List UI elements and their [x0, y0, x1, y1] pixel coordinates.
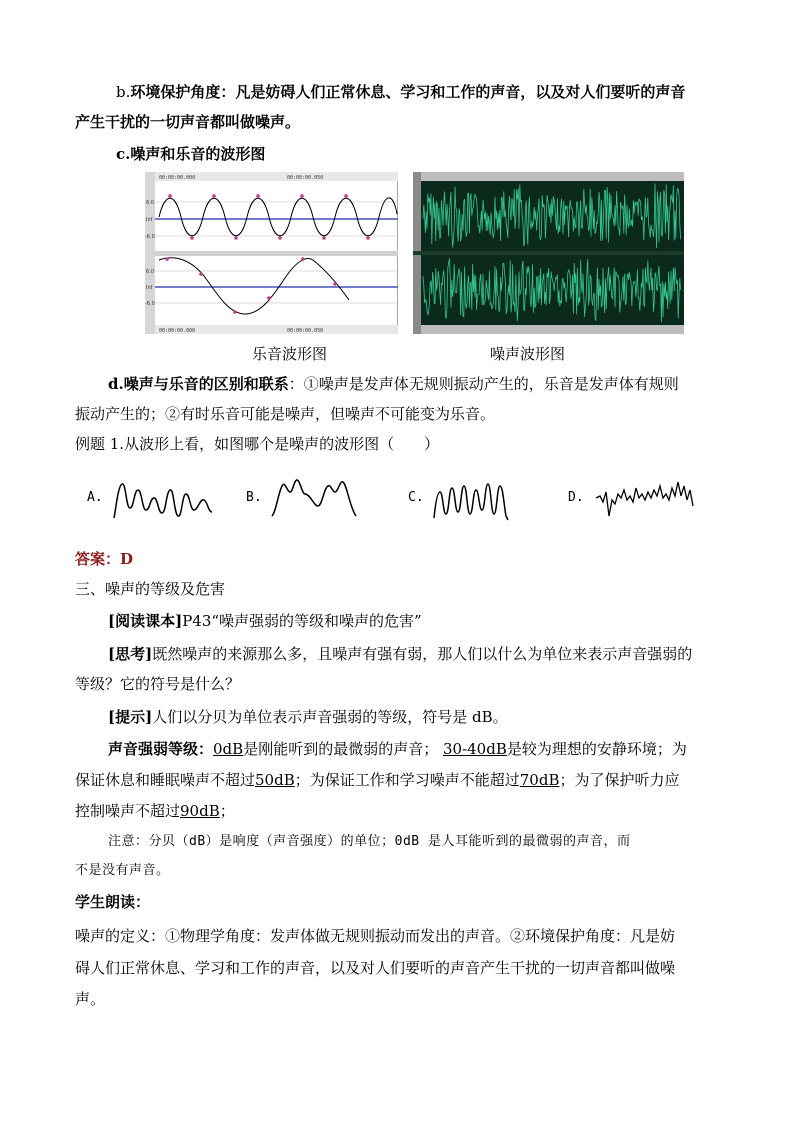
think-tag: [思考] [108, 645, 153, 663]
level-text-4: ；为保证工作和学习噪声不能超过 [294, 771, 520, 789]
section-b-title: 环境保护角度 [130, 83, 221, 101]
music-ytick-bottom-2: Inf [146, 285, 153, 291]
noise-caption: 噪声波形图 [490, 345, 566, 363]
level-line1 [108, 735, 758, 763]
option-c-label: C. [408, 490, 424, 505]
section-d-line2: 振动产生的；②有时乐音可能是噪声，但噪声不可能变为乐音。 [75, 405, 496, 423]
noise-waveform-svg [413, 172, 684, 334]
level-text-6: 控制噪声不超过 [75, 802, 181, 820]
level-value-0db: 0dB [213, 740, 244, 758]
level-line2 [75, 766, 725, 794]
music-ytick-bottom-1: 6.0 [146, 269, 154, 275]
option-d-waveform [594, 476, 704, 521]
read-line [108, 607, 758, 635]
note-line2: 不是没有声音。 [75, 863, 170, 878]
section-d-line1 [108, 370, 758, 398]
read-tag: [阅读课本] [108, 612, 183, 630]
level-text-7: ； [219, 802, 235, 820]
noise-waveform-figure [413, 172, 684, 334]
student-line1: 噪声的定义：①物理学角度：发声体做无规则振动而发出的声音。②环境保护角度：凡是妨 [75, 927, 676, 945]
level-text-5: ；为了保护听力应 [559, 771, 680, 789]
level-value-90db: 90dB [180, 802, 220, 820]
example-question: 例题 1.从波形上看，如图哪个是噪声的波形图（ ） [75, 435, 440, 453]
music-ytick-top-2: Inf [146, 217, 153, 223]
level-label: 声音强弱等级： [108, 740, 214, 758]
music-time-top-right: 00:00:00.050 [287, 175, 324, 181]
music-ytick-top-1: 6.0 [146, 200, 154, 206]
section-c-heading: c.噪声和乐音的波形图 [116, 145, 266, 163]
think-line1 [108, 640, 758, 668]
student-line2: 碍人们正常休息、学习和工作的声音，以及对人们要听的声音产生干扰的一切声音都叫做噪 [75, 959, 676, 977]
note-line1: 注意：分贝（dB）是响度（声音强度）的单位；0dB 是人耳能听到的最微弱的声音，而 [108, 834, 631, 849]
hint-tag: [提示] [108, 708, 153, 726]
section3-heading: 三、噪声的等级及危害 [75, 580, 226, 598]
hint-text: 人们以分贝为单位表示声音强弱的等级，符号是 dB。 [152, 708, 508, 726]
section-d-label: d.噪声与乐音的区别和联系 [108, 375, 289, 393]
music-ytick-top-3: -6.0 [145, 234, 155, 240]
music-caption: 乐音波形图 [252, 345, 328, 363]
music-time-top-left: 00:00:00.000 [159, 175, 196, 181]
think-text1: 既然噪声的来源那么多，且噪声有强有弱，那人们以什么为单位来表示声音强弱的 [152, 645, 693, 663]
level-text-1: 是刚能听到的最微弱的声音； [243, 740, 439, 758]
music-ytick-bottom-3: -6.0 [145, 301, 155, 307]
student-heading: 学生朗读： [75, 893, 151, 911]
music-waveform-figure [145, 172, 398, 334]
section-b-text1: ：凡是妨碍人们正常休息、学习和工作的声音，以及对人们要听的声音 [220, 83, 686, 101]
option-a-waveform [112, 478, 220, 523]
level-value-50db: 50dB [255, 771, 295, 789]
section-d-text1: ：①噪声是发声体无规则振动产生的，乐音是发声体有规则 [288, 375, 679, 393]
music-waveform-svg [145, 172, 398, 334]
section-b-label: b. [116, 83, 131, 101]
hint-line [108, 703, 758, 731]
option-c-waveform [432, 478, 520, 523]
level-line3 [75, 797, 725, 825]
section-b-line2: 产生干扰的一切声音都叫做噪声。 [75, 113, 301, 131]
student-line3: 声。 [75, 990, 106, 1008]
option-d-label: D. [568, 490, 584, 505]
music-time-bottom-right: 00:00:00.050 [287, 328, 324, 334]
think-line2: 等级？它的符号是什么？ [75, 675, 241, 693]
level-text-3: 保证休息和睡眠噪声不超过 [75, 771, 256, 789]
music-time-bottom-left: 00:00:00.000 [159, 328, 196, 334]
level-value-70db: 70dB [519, 771, 560, 789]
option-a-label: A. [87, 490, 103, 505]
read-text: P43“噪声强弱的等级和噪声的危害” [182, 612, 422, 630]
answer-text: 答案：D [75, 550, 134, 568]
option-b-waveform [270, 476, 362, 521]
section-b-line1 [116, 78, 766, 106]
option-b-label: B. [246, 490, 262, 505]
level-text-2: 是较为理想的安静环境；为 [506, 740, 687, 758]
level-value-30-40db: 30-40dB [442, 740, 507, 758]
